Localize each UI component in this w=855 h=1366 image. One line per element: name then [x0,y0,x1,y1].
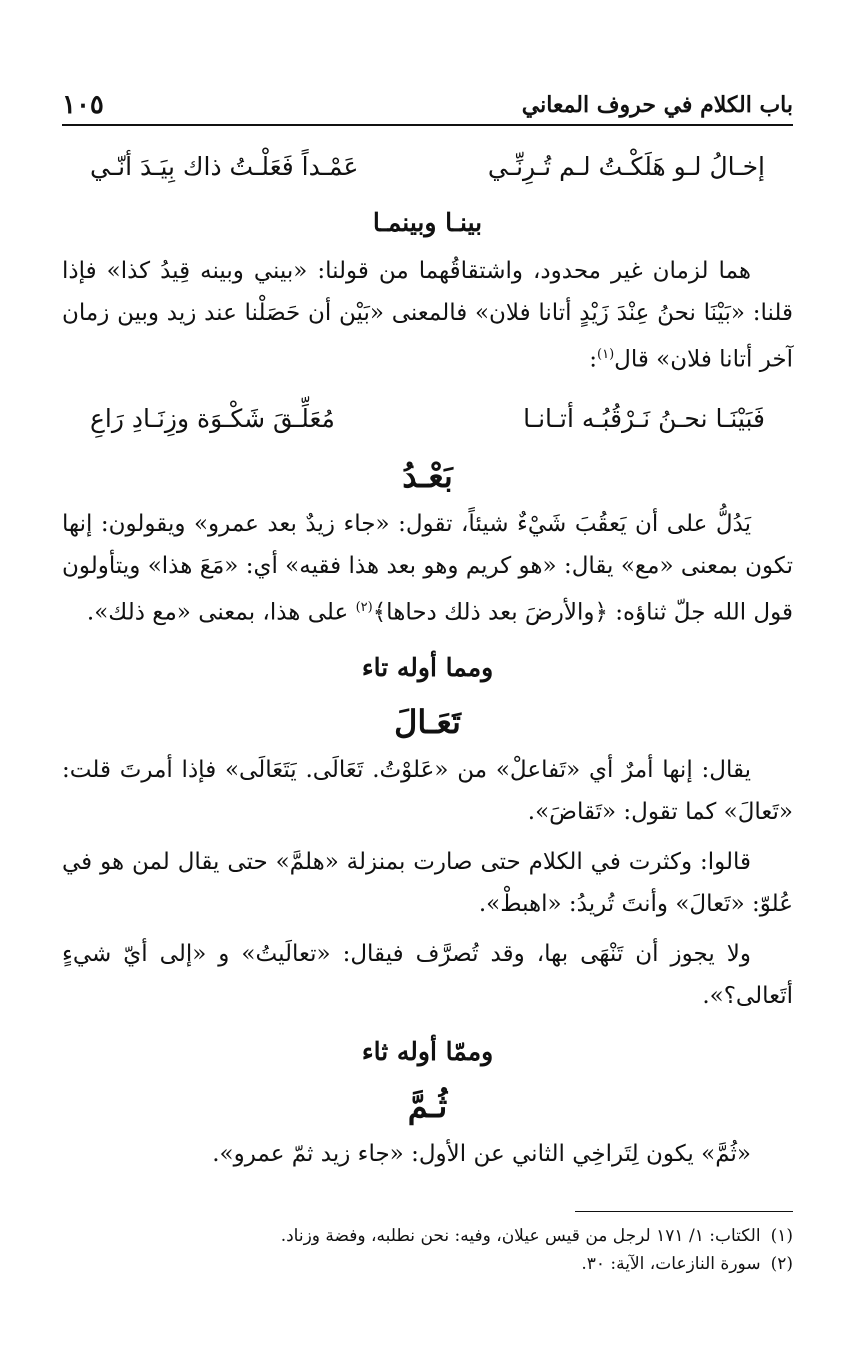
verse-2-first-hemistich: فَبَيْنَـا نحـنُ نَـرْقُبُـه أتـانـا [523,404,765,434]
paragraph-taala-1: يقال: إنها أمرٌ أي «تَفاعلْ» من «عَلوْتُ. تَعَالَى. يَتَعَالَى» فإذا أمرتَ قلت: «تَعالَ» كما تقول: «تَقاضَ». [62,757,793,826]
heading-tha: وممّا أوله ثاء [361,1037,494,1067]
paragraph-baina-text: هما لزمان غير محدود، واشتقاقُهما من قولنا: «بيني وبينه قِيدُ كذا» فإذا قلنا: «بَيْنَا نحنُ عِنْدَ زَيْدٍ أتانا فلان» فالمعنى «بَيْن أن حَصَلْنا عند زيد وبين زمان آخر أتانا فلان» قال [62,258,793,373]
paragraph-thumma: «ثُمَّ» يكون لِتَراخِي الثاني عن الأول: «جاء زيد ثمّ عمرو». [212,1141,751,1168]
footnote-1 [62,1222,793,1250]
page-number: ١٠٥ [62,90,104,120]
heading-taala: تَعَـالَ [394,703,461,742]
page-header [62,84,793,126]
footnote-2-text: سورة النازعات، الآية: ٣٠. [581,1254,761,1274]
paragraph-baad [62,503,793,634]
heading-baad: بَعْـدُ [402,456,453,495]
page-body [62,136,793,1183]
heading-thumma: ثُـمَّ [407,1087,448,1126]
footnote-ref-2: (٢) [355,599,373,615]
verse-1-second-hemistich: عَمْـداً فَعَلْـتُ ذاك بِيَـدَ أنّـي [90,151,359,181]
heading-ta: ومما أوله تاء [361,653,494,683]
footnote-2-number: (٢) [770,1254,793,1274]
paragraph-taala-3: ولا يجوز أن تَنْهَى بها، وقد تُصرَّف فيقال: «تعالَيتُ» و «إلى أيّ شيءٍ أتَعالى؟». [62,941,793,1010]
paragraph-baina-end: : [589,346,598,373]
paragraph-taala-2: قالوا: وكثرت في الكلام حتى صارت بمنزلة «هلمَّ» حتى يقال لمن هو في عُلوّ: «تَعالَ» وأنتَ تُريدُ: «اهبطْ». [62,849,793,918]
heading-baina: بينـا وبينمـا [372,208,483,237]
verse-2 [62,389,793,449]
footnote-1-number: (١) [770,1226,793,1246]
paragraph-baad-end: على هذا، بمعنى «مع ذلك». [86,599,356,626]
footnote-ref-1: (١) [597,347,615,362]
footnote-1-text: الكتاب: ١/ ١٧١ لرجل من قيس عيلان، وفيه: نحن نطلبه، وفضة وزناد. [280,1226,761,1246]
chapter-title: باب الكلام في حروف المعاني [521,92,793,118]
footnotes [62,1222,793,1278]
verse-1-first-hemistich: إخـالُ لـو هَلَكْـتُ لـم تُـرِنِّـي [487,151,765,181]
footnote-separator [575,1211,793,1212]
paragraph-baina [62,250,793,381]
verse-2-second-hemistich: مُعَلِّـقَ شَكْـوَة وزِنَـادِ رَاعِ [90,404,335,434]
paragraph-baad-text: يَدُلُّ على أن يَعقُبَ شَيْءٌ شيئاً، تقول: «جاء زيدٌ بعد عمرو» ويقولون: إنها تكون بمعنى «مع» يقال: «هو كريم وهو بعد هذا فقيه» أي: «مَعَ هذا» ويتأولون قول الله جلّ ثناؤه: ﴿والأرضَ بعد ذلك دحاها﴾ [62,510,793,626]
footnote-2 [62,1250,793,1278]
verse-1 [62,136,793,196]
